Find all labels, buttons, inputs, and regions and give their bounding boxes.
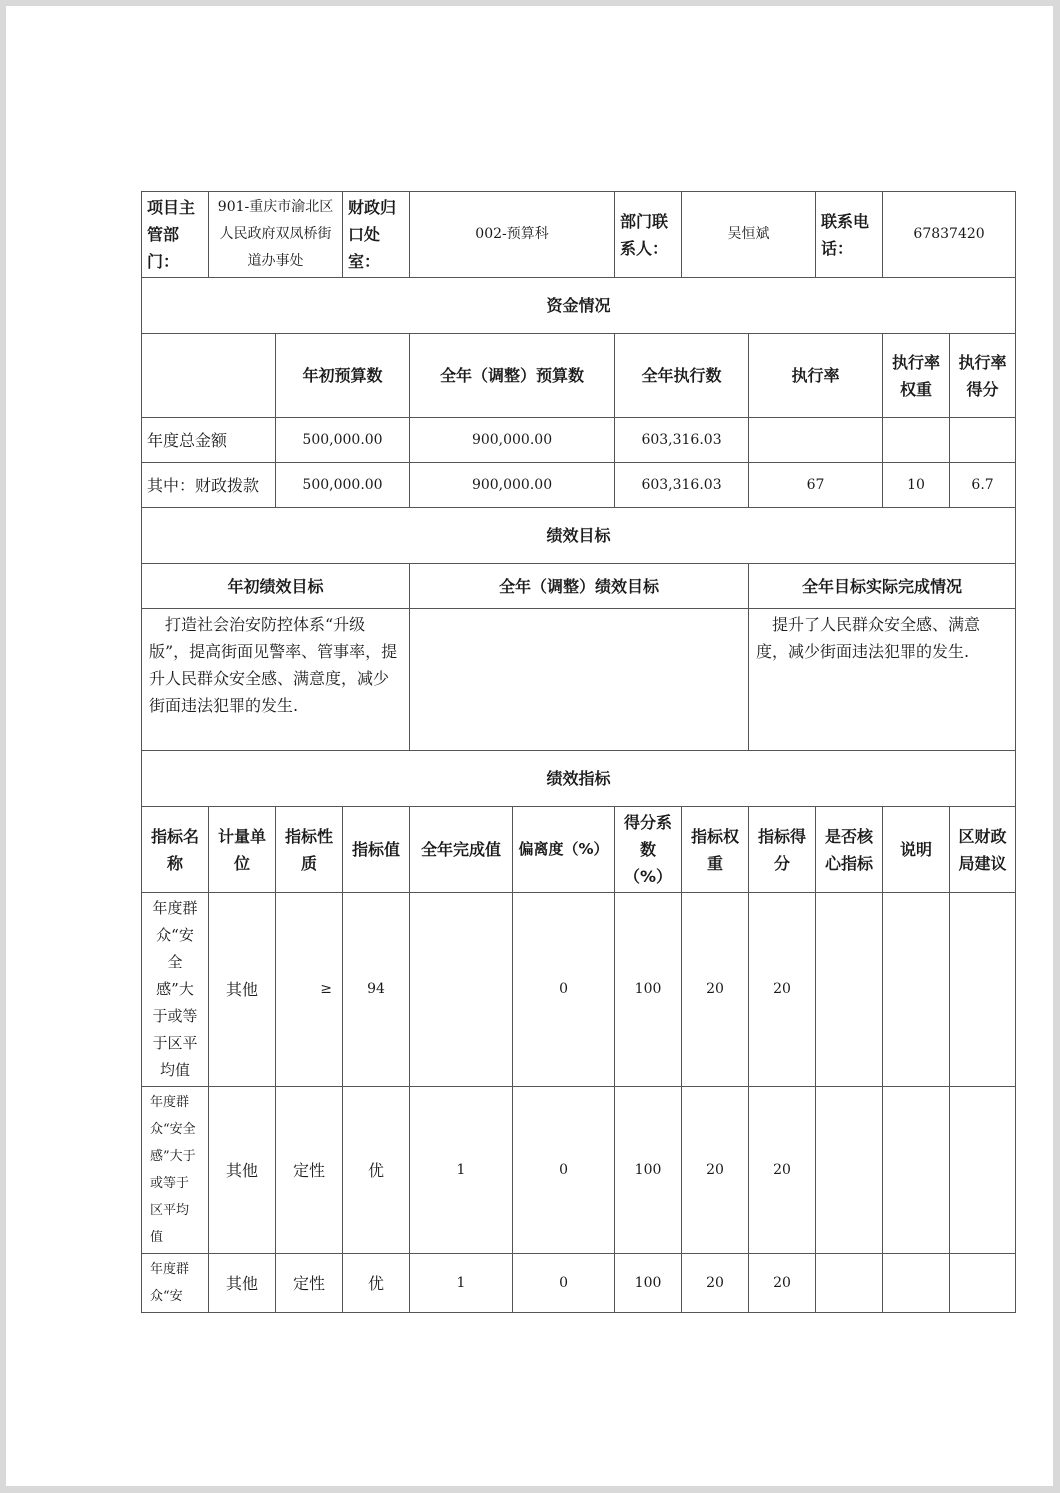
ind-deviation: 0 bbox=[513, 1087, 615, 1254]
phone-label: 联系电话： bbox=[816, 192, 883, 278]
funds-rate-value: 67 bbox=[749, 463, 883, 508]
ind-actual: 1 bbox=[410, 1254, 513, 1313]
ind-name: 年度群众“安全感”大于或等于区平均值 bbox=[142, 893, 209, 1087]
ind-score: 20 bbox=[749, 893, 816, 1087]
document-page bbox=[6, 6, 1053, 1486]
ind-coef: 100 bbox=[615, 1254, 682, 1313]
contact-label: 部门联系人： bbox=[615, 192, 682, 278]
ind-note bbox=[883, 1087, 950, 1254]
goals-initial-text: 打造社会治安防控体系“升级版”，提高街面见警率、管事率，提升人民群众安全感、满意度，减少街面违法犯罪的发生. bbox=[142, 609, 410, 751]
ind-score: 20 bbox=[749, 1087, 816, 1254]
ind-unit: 其他 bbox=[209, 1254, 276, 1313]
ind-col-unit: 计量单位 bbox=[209, 807, 276, 893]
indicators-section-title: 绩效指标 bbox=[142, 751, 1016, 807]
funds-rate-value bbox=[749, 418, 883, 463]
dept-value: 901-重庆市渝北区人民政府双凤桥街道办事处 bbox=[209, 192, 343, 278]
ind-col-deviation: 偏离度（%） bbox=[513, 807, 615, 893]
ind-nature: 定性 bbox=[276, 1254, 343, 1313]
indicator-row bbox=[142, 1087, 1016, 1254]
goals-content-row bbox=[142, 609, 1016, 751]
ind-col-coef: 得分系数（%） bbox=[615, 807, 682, 893]
funds-score-value: 6.7 bbox=[950, 463, 1016, 508]
ind-col-core: 是否核心指标 bbox=[816, 807, 883, 893]
ind-core bbox=[816, 1087, 883, 1254]
ind-coef: 100 bbox=[615, 893, 682, 1087]
ind-weight: 20 bbox=[682, 893, 749, 1087]
ind-nature: 定性 bbox=[276, 1087, 343, 1254]
ind-score: 20 bbox=[749, 1254, 816, 1313]
ind-name: 年度群众“安 bbox=[142, 1254, 209, 1313]
funds-adjusted-value: 900,000.00 bbox=[410, 418, 615, 463]
ind-unit: 其他 bbox=[209, 1087, 276, 1254]
ind-actual bbox=[410, 893, 513, 1087]
funds-col-rate: 执行率 bbox=[749, 334, 883, 418]
goals-header-row bbox=[142, 564, 1016, 609]
funds-executed-value: 603,316.03 bbox=[615, 463, 749, 508]
dept-label: 项目主管部门： bbox=[142, 192, 209, 278]
funds-col-score: 执行率得分 bbox=[950, 334, 1016, 418]
ind-col-value: 指标值 bbox=[343, 807, 410, 893]
funds-initial-value: 500,000.00 bbox=[276, 463, 410, 508]
ind-col-note: 说明 bbox=[883, 807, 950, 893]
funds-row-label: 年度总金额 bbox=[142, 418, 276, 463]
ind-advice bbox=[950, 1087, 1016, 1254]
ind-col-nature: 指标性质 bbox=[276, 807, 343, 893]
indicator-row bbox=[142, 893, 1016, 1087]
funds-row-total bbox=[142, 418, 1016, 463]
goals-col-actual: 全年目标实际完成情况 bbox=[749, 564, 1016, 609]
ind-actual: 1 bbox=[410, 1087, 513, 1254]
ind-value: 94 bbox=[343, 893, 410, 1087]
performance-table bbox=[141, 191, 1016, 1313]
ind-col-weight: 指标权重 bbox=[682, 807, 749, 893]
funds-col-initial: 年初预算数 bbox=[276, 334, 410, 418]
ind-value: 优 bbox=[343, 1087, 410, 1254]
finance-label: 财政归口处室： bbox=[343, 192, 410, 278]
indicators-header-row bbox=[142, 807, 1016, 893]
ind-nature: ≥ bbox=[276, 893, 343, 1087]
goals-adjusted-text bbox=[410, 609, 749, 751]
goals-col-initial: 年初绩效目标 bbox=[142, 564, 410, 609]
ind-coef: 100 bbox=[615, 1087, 682, 1254]
ind-deviation: 0 bbox=[513, 893, 615, 1087]
phone-value: 67837420 bbox=[883, 192, 1016, 278]
funds-adjusted-value: 900,000.00 bbox=[410, 463, 615, 508]
ind-unit: 其他 bbox=[209, 893, 276, 1087]
ind-col-advice: 区财政局建议 bbox=[950, 807, 1016, 893]
funds-score-value bbox=[950, 418, 1016, 463]
ind-weight: 20 bbox=[682, 1254, 749, 1313]
funds-col-weight: 执行率权重 bbox=[883, 334, 950, 418]
finance-value: 002-预算科 bbox=[410, 192, 615, 278]
funds-header-row bbox=[142, 334, 1016, 418]
funds-row-fiscal bbox=[142, 463, 1016, 508]
ind-col-name: 指标名称 bbox=[142, 807, 209, 893]
funds-col-executed: 全年执行数 bbox=[615, 334, 749, 418]
ind-col-score: 指标得分 bbox=[749, 807, 816, 893]
ind-advice bbox=[950, 893, 1016, 1087]
ind-weight: 20 bbox=[682, 1087, 749, 1254]
funds-section-title: 资金情况 bbox=[142, 278, 1016, 334]
ind-deviation: 0 bbox=[513, 1254, 615, 1313]
ind-note bbox=[883, 893, 950, 1087]
goals-actual-text: 提升了人民群众安全感、满意度，减少街面违法犯罪的发生. bbox=[749, 609, 1016, 751]
goals-section-title: 绩效目标 bbox=[142, 508, 1016, 564]
ind-advice bbox=[950, 1254, 1016, 1313]
ind-name: 年度群众“安全感”大于或等于区平均值 bbox=[142, 1087, 209, 1254]
goals-col-adjusted: 全年（调整）绩效目标 bbox=[410, 564, 749, 609]
ind-core bbox=[816, 1254, 883, 1313]
contact-value: 吴恒斌 bbox=[682, 192, 816, 278]
funds-corner-cell bbox=[142, 334, 276, 418]
header-row bbox=[142, 192, 1016, 278]
funds-initial-value: 500,000.00 bbox=[276, 418, 410, 463]
ind-note bbox=[883, 1254, 950, 1313]
funds-executed-value: 603,316.03 bbox=[615, 418, 749, 463]
funds-weight-value bbox=[883, 418, 950, 463]
funds-col-adjusted: 全年（调整）预算数 bbox=[410, 334, 615, 418]
ind-value: 优 bbox=[343, 1254, 410, 1313]
funds-weight-value: 10 bbox=[883, 463, 950, 508]
ind-core bbox=[816, 893, 883, 1087]
indicator-row bbox=[142, 1254, 1016, 1313]
ind-col-actual: 全年完成值 bbox=[410, 807, 513, 893]
funds-row-label: 其中：财政拨款 bbox=[142, 463, 276, 508]
